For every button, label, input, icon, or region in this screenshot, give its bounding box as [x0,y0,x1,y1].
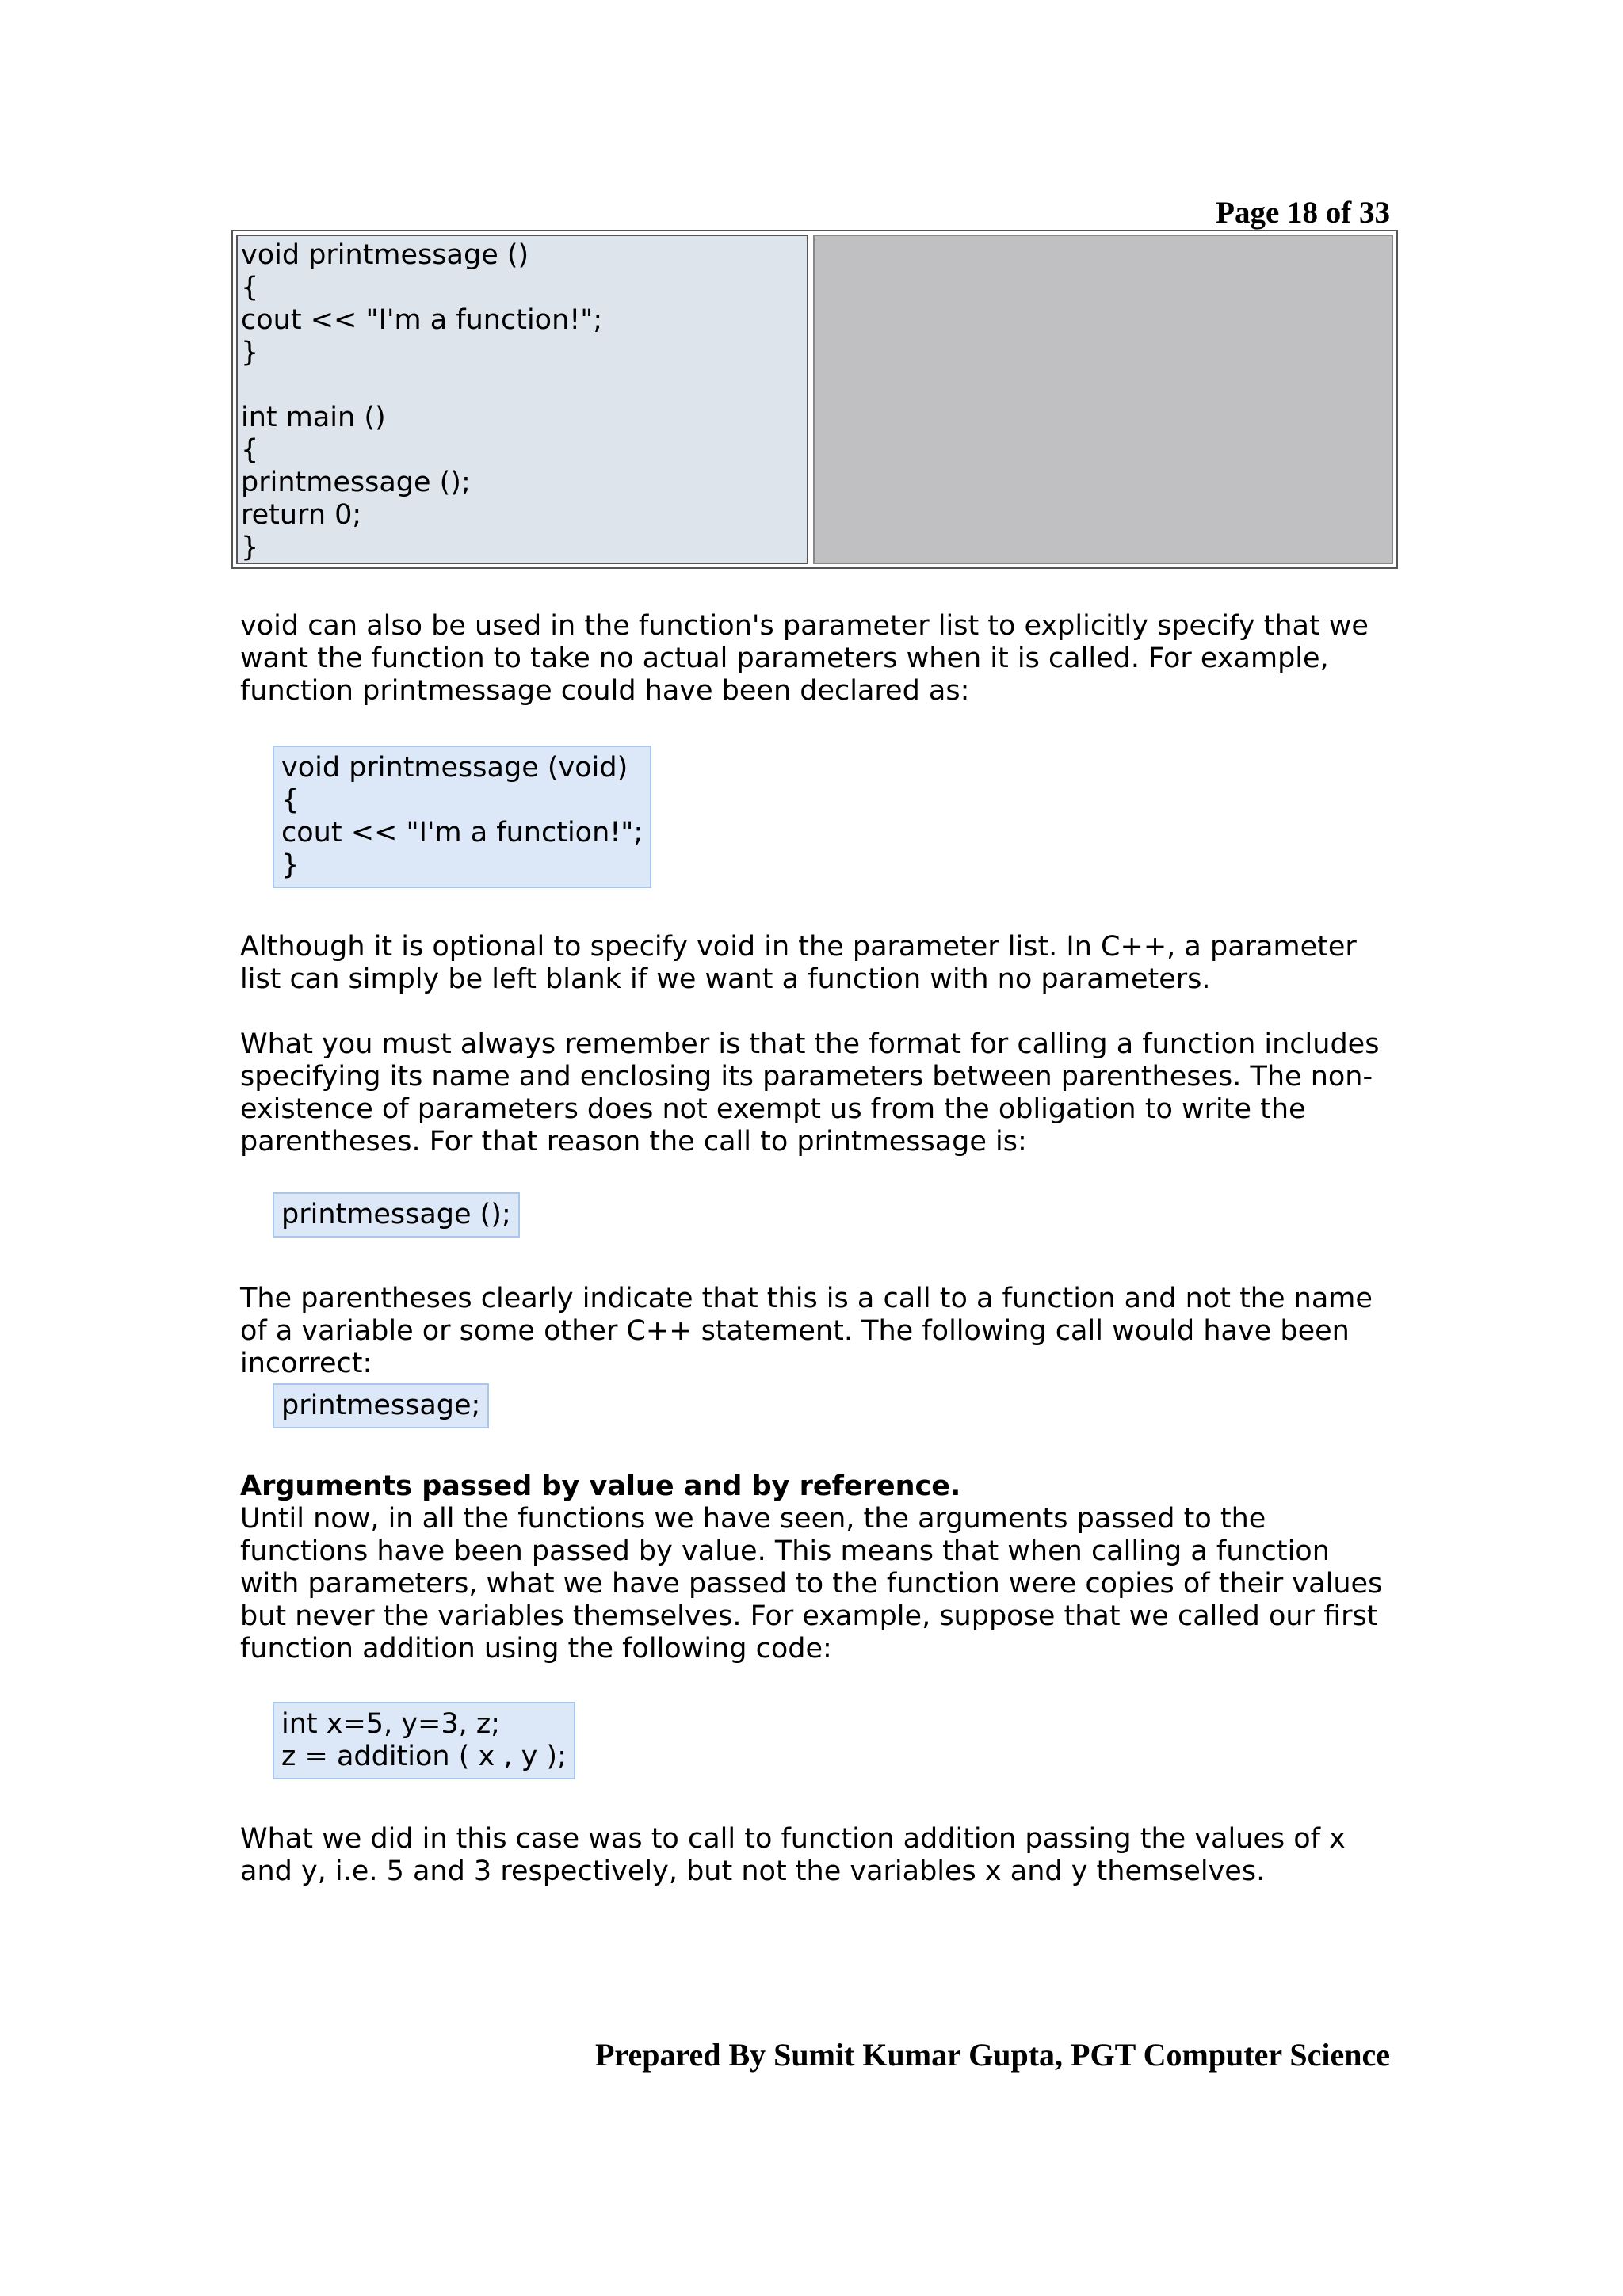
code-example-output-panel [813,235,1393,564]
code-snippet-correct-call: printmessage (); [273,1192,520,1238]
paragraph-by-value: Until now, in all the functions we have seen, the arguments passed to the functions have been passed by value. This means that when calling a function with parameters, what we have passed to the function were copies of their values but never the variables themselves. For example, suppose that we called our first function addition using the following code: [240,1503,1383,1665]
code-snippet-void-declaration: void printmessage (void) { cout << "I'm a function!"; } [273,746,651,888]
paragraph-calling-format: What you must always remember is that the format for calling a function includes specifying its name and enclosing its parameters between parentheses. The non-existence of parameters does not exempt us from the obligation to write the parentheses. For that reason the call to printmessage is: [240,1028,1380,1158]
code-snippet-incorrect-call: printmessage; [273,1383,489,1428]
page-number: Page 18 of 33 [1216,196,1390,230]
code-snippet-addition-call: int x=5, y=3, z; z = addition ( x , y ); [273,1702,575,1779]
paragraph-void-parameter: void can also be used in the function's parameter list to explicitly specify that we want the function to take no actual parameters when it is called. For example, function printmessage could have been declared as: [240,610,1369,707]
code-example-source: void printmessage () { cout << "I'm a function!"; } int main () { printmessage (); return 0; } [236,235,808,564]
paragraph-parentheses: The parentheses clearly indicate that this is a call to a function and not the name of a variable or some other C++ statement. The following call would have been incorrect: [240,1283,1373,1379]
code-example-table [231,230,1398,569]
page-footer: Prepared By Sumit Kumar Gupta, PGT Computer Science [595,2037,1390,2073]
section-arguments-by-value [240,1470,1397,1665]
section-heading: Arguments passed by value and by reference. [240,1470,961,1502]
paragraph-addition-explanation: What we did in this case was to call to function addition passing the values of x and y, i.e. 5 and 3 respectively, but not the variables x and y themselves. [240,1823,1346,1887]
paragraph-optional-void: Although it is optional to specify void in the parameter list. In C++, a parameter list can simply be left blank if we want a function with no parameters. [240,931,1357,995]
